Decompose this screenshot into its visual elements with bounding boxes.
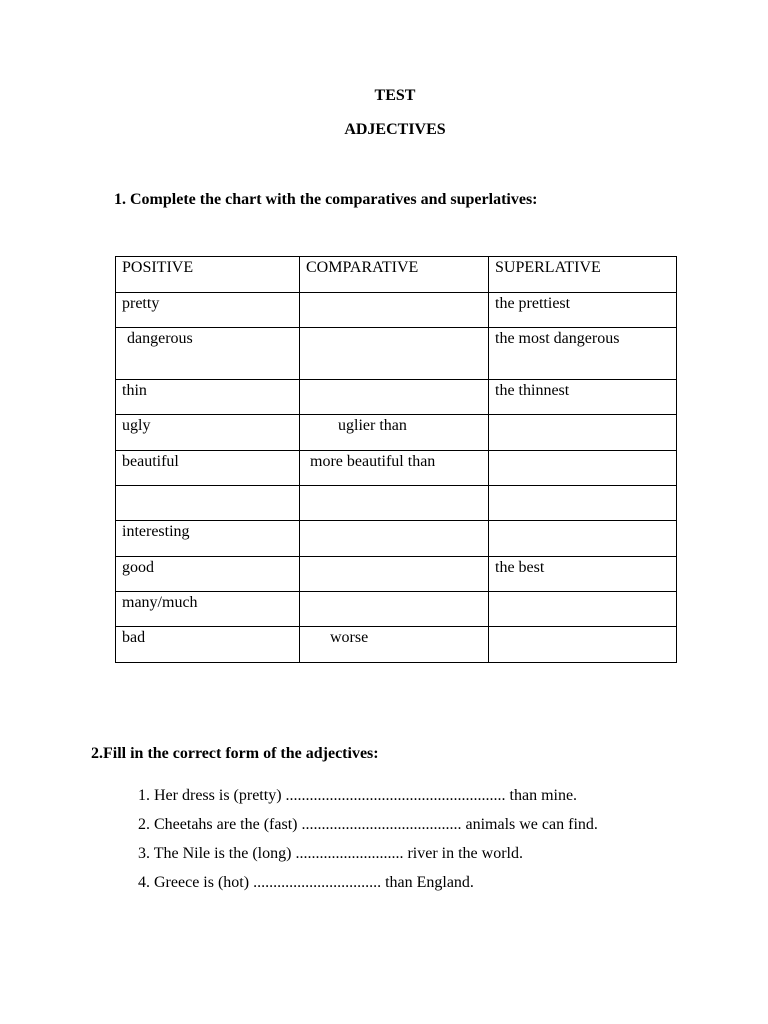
- chart-row: [116, 415, 677, 451]
- comparative-cell: uglier than: [300, 415, 489, 451]
- positive-cell: beautiful: [116, 451, 300, 486]
- header-superlative: SUPERLATIVE: [489, 257, 677, 293]
- positive-cell: [116, 486, 300, 521]
- list-item: 1. Her dress is (pretty) ....................................................... than mine.: [138, 787, 578, 804]
- chart-row: [116, 328, 677, 380]
- superlative-cell: the prettiest: [489, 293, 677, 328]
- header-comparative: COMPARATIVE: [300, 257, 489, 293]
- chart-header-row: [116, 257, 677, 293]
- positive-cell: ugly: [116, 415, 300, 451]
- superlative-cell: [489, 521, 677, 557]
- exercise-1-heading: 1. Complete the chart with the comparatives and superlatives:: [114, 191, 538, 208]
- superlative-cell: [489, 627, 677, 663]
- comparison-chart: [115, 256, 677, 663]
- exercise-2-list: [138, 786, 598, 902]
- list-item: 3. The Nile is the (long) ........................... river in the world.: [138, 845, 523, 862]
- comparative-cell: worse: [300, 627, 489, 663]
- superlative-cell: [489, 451, 677, 486]
- exercise-2-heading: 2.Fill in the correct form of the adjectives:: [91, 745, 379, 762]
- header-positive: POSITIVE: [116, 257, 300, 293]
- positive-cell: dangerous: [116, 328, 300, 380]
- chart-row: [116, 380, 677, 415]
- chart-row: [116, 521, 677, 557]
- list-item: 2. Cheetahs are the (fast) ........................................ animals we can find.: [138, 816, 598, 833]
- comparative-cell: [300, 521, 489, 557]
- chart-row: [116, 557, 677, 592]
- superlative-cell: [489, 592, 677, 627]
- superlative-cell: the thinnest: [489, 380, 677, 415]
- comparative-cell: [300, 486, 489, 521]
- superlative-cell: the most dangerous: [489, 328, 677, 380]
- chart-row: [116, 451, 677, 486]
- positive-cell: interesting: [116, 521, 300, 557]
- chart-row: [116, 486, 677, 521]
- chart-row: [116, 592, 677, 627]
- superlative-cell: [489, 486, 677, 521]
- positive-cell: good: [116, 557, 300, 592]
- comparative-cell: [300, 592, 489, 627]
- comparative-cell: [300, 557, 489, 592]
- list-item: 4. Greece is (hot) ................................ than England.: [138, 874, 474, 891]
- comparative-cell: [300, 293, 489, 328]
- superlative-cell: [489, 415, 677, 451]
- comparative-cell: [300, 380, 489, 415]
- chart-row: [116, 627, 677, 663]
- subject-title: ADJECTIVES: [344, 121, 446, 138]
- positive-cell: thin: [116, 380, 300, 415]
- comparative-cell: [300, 328, 489, 380]
- positive-cell: pretty: [116, 293, 300, 328]
- chart-row: [116, 293, 677, 328]
- comparative-cell: more beautiful than: [300, 451, 489, 486]
- superlative-cell: the best: [489, 557, 677, 592]
- positive-cell: bad: [116, 627, 300, 663]
- positive-cell: many/much: [116, 592, 300, 627]
- test-title: TEST: [374, 87, 416, 104]
